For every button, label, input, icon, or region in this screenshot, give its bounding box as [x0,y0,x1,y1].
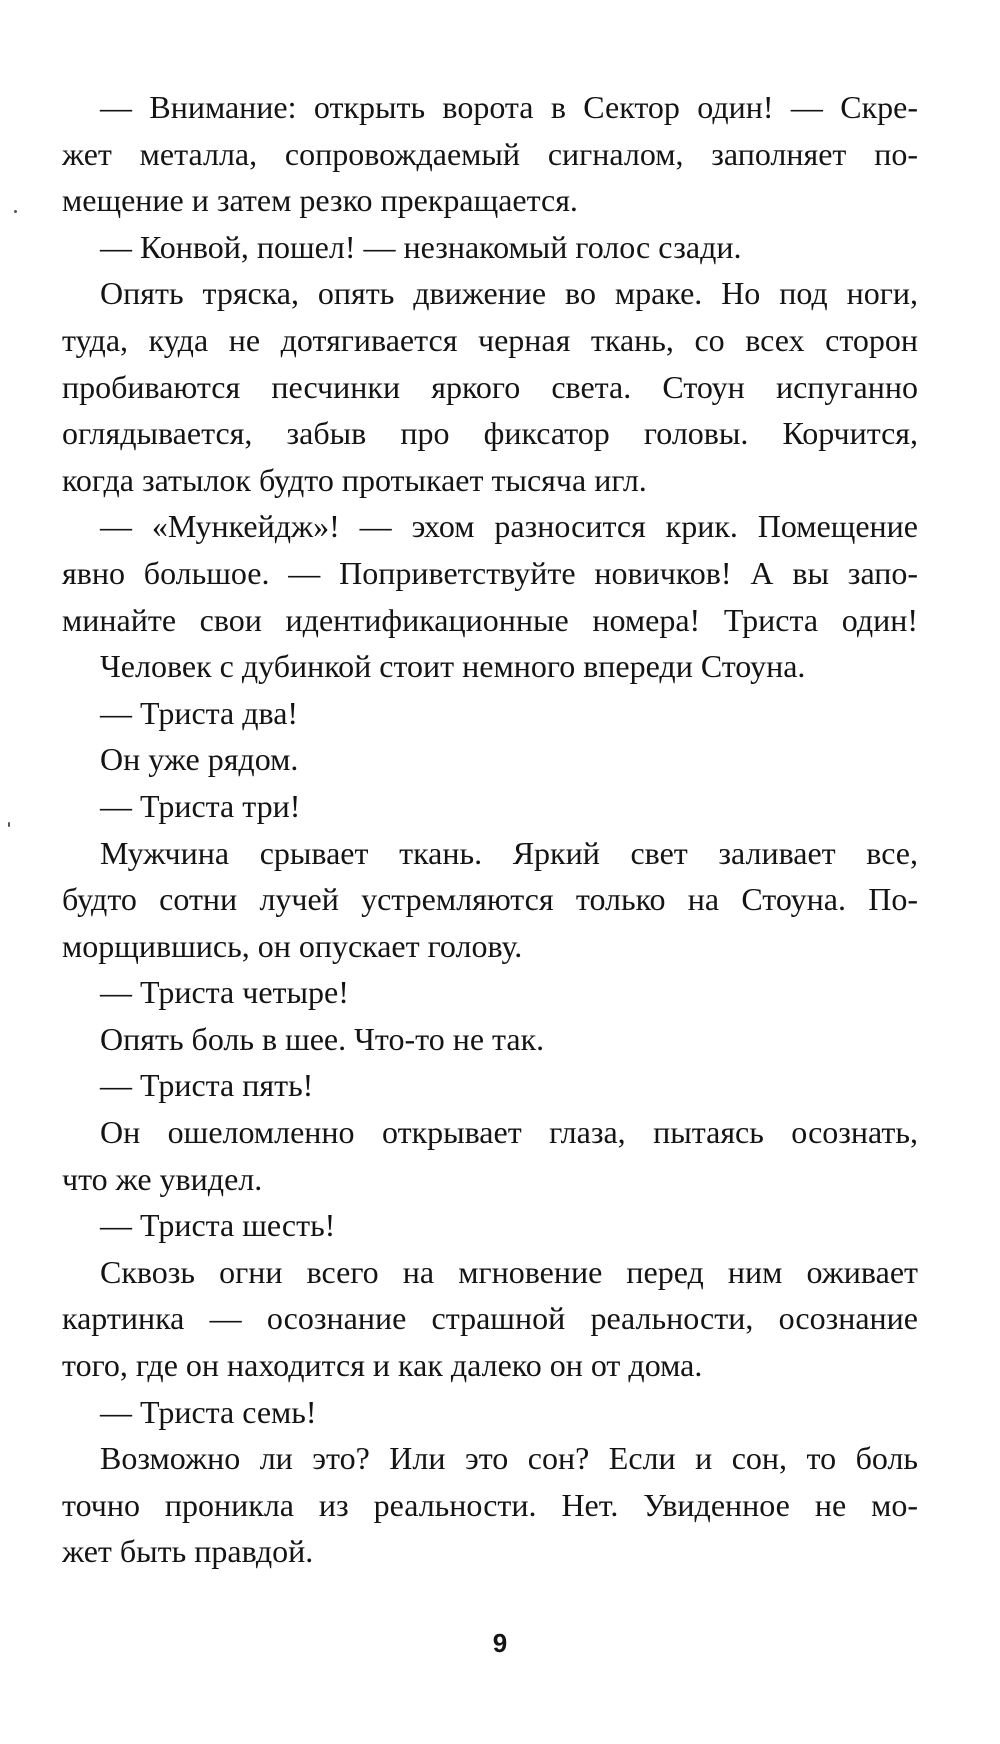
text-line: туда, куда не дотягивается черная ткань, со всех сторон [62,321,918,358]
text-line: Он ошеломленно открывает глаза, пытаясь осознать, [100,1114,918,1151]
text-line: жет быть правдой. [62,1533,314,1570]
text-line: картинка — осознание страшной реальности, осознание [62,1300,918,1337]
text-line: — Триста пять! [100,1067,314,1104]
text-line: Опять тряска, опять движение во мраке. Но под ноги, [100,275,918,312]
text-line: — Триста два! [100,694,299,731]
text-line: когда затылок будто протыкает тысяча игл. [62,461,647,498]
text-line: того, где он находится и как далеко он от дома. [62,1347,703,1384]
text-line: пробиваются песчинки яркого света. Стоун испуганно [62,368,918,405]
scan-speck [8,822,10,827]
text-line: Опять боль в шее. Что-то не так. [100,1020,545,1057]
text-line: Он уже рядом. [100,741,299,778]
text-line: оглядывается, забыв про фиксатор головы. Корчится, [62,415,918,452]
text-line: — Триста четыре! [100,974,349,1011]
text-line: будто сотни лучей устремляются только на Стоуна. По- [62,881,918,918]
text-line: точно проникла из реальности. Нет. Увиденное не мо- [62,1486,918,1523]
text-line: жет металла, сопровождаемый сигналом, заполняет по- [62,135,918,172]
page-number: 9 [492,1628,508,1658]
text-line: — Конвой, пошел! — незнакомый голос сзади. [100,228,742,265]
text-line: явно большое. — Поприветствуйте новичков! А вы запо- [62,554,918,591]
text-line: Сквозь огни всего на мгновение перед ним оживает [100,1253,918,1290]
text-line: Мужчина срывает ткань. Яркий свет заливает все, [100,834,918,871]
page-text [62,84,918,1575]
text-line: — Триста три! [100,787,301,824]
text-line: Человек с дубинкой стоит немного впереди Стоуна. [100,648,806,685]
text-line: морщившись, он опускает голову. [62,927,523,964]
text-line: мещение и затем резко прекращается. [62,182,578,219]
text-line: минайте свои идентификационные номера! Триста один! [62,601,918,638]
text-line: — Триста семь! [100,1393,317,1430]
scan-speck [14,210,17,213]
text-line: — Внимание: открыть ворота в Сектор один! — Скре- [100,89,918,125]
text-line: — «Мункейдж»! — эхом разносится крик. Помещение [100,508,918,545]
text-line: Возможно ли это? Или это сон? Если и сон, то боль [100,1440,918,1477]
text-line: что же увидел. [62,1160,263,1197]
text-line: — Триста шесть! [100,1207,336,1244]
